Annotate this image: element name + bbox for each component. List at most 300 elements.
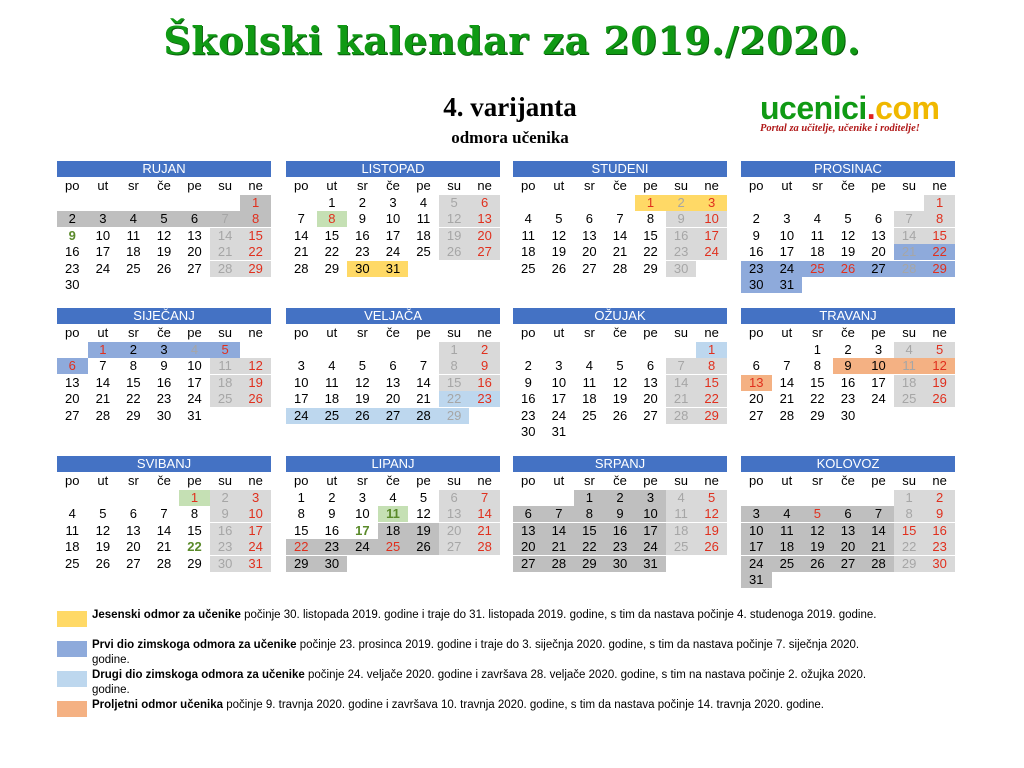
weekday-label: su bbox=[447, 325, 461, 340]
day-cell: 31 bbox=[378, 261, 409, 277]
weekday-label: su bbox=[218, 325, 232, 340]
day-cell: 8 bbox=[129, 358, 138, 373]
day-cell: 23 bbox=[210, 539, 241, 555]
day-cell: 14 bbox=[294, 227, 309, 243]
day-cell: 15 bbox=[643, 227, 658, 243]
empty-cell bbox=[347, 556, 378, 572]
day-cell: 22 bbox=[810, 391, 825, 406]
empty-cell bbox=[666, 342, 697, 358]
weekday-label: su bbox=[218, 178, 232, 193]
day-cell: 1 bbox=[328, 194, 336, 210]
day-cell: 21 bbox=[416, 391, 431, 406]
weekday-label: po bbox=[749, 325, 764, 340]
legend-swatch bbox=[57, 611, 87, 627]
day-cell: 21 bbox=[863, 539, 894, 555]
day-cell: 7 bbox=[297, 211, 305, 226]
day-cell: 12 bbox=[439, 211, 470, 227]
day-cell: 22 bbox=[286, 539, 317, 555]
site-logo[interactable] bbox=[760, 92, 960, 134]
day-cell: 8 bbox=[240, 211, 271, 227]
empty-cell bbox=[57, 490, 88, 506]
empty-cell bbox=[240, 277, 271, 293]
week-row bbox=[741, 211, 955, 227]
day-cell: 16 bbox=[749, 244, 764, 259]
day-cell: 5 bbox=[99, 506, 107, 521]
day-cell: 17 bbox=[355, 522, 370, 538]
day-cell: 13 bbox=[643, 374, 658, 390]
day-cell: 10 bbox=[240, 506, 271, 522]
week-row bbox=[513, 539, 727, 555]
month-header: LISTOPAD bbox=[286, 161, 500, 177]
empty-cell bbox=[772, 490, 803, 506]
day-cell: 29 bbox=[240, 261, 271, 277]
empty-cell bbox=[149, 490, 180, 506]
day-cell: 9 bbox=[666, 211, 697, 227]
week-row bbox=[286, 506, 500, 522]
legend-text bbox=[92, 668, 877, 698]
empty-cell bbox=[833, 277, 864, 293]
week-row bbox=[741, 228, 955, 244]
empty-cell bbox=[772, 195, 803, 211]
legend-description: počinje 24. veljače 2020. godine i završava 28. veljače 2020. godine, s tim na nastava počinje 2. ožujka 2020. godine. bbox=[92, 669, 867, 696]
weekday-label: če bbox=[613, 473, 627, 488]
day-cell: 31 bbox=[741, 572, 772, 588]
empty-cell bbox=[863, 195, 894, 211]
day-cell: 22 bbox=[894, 539, 925, 555]
day-cell: 25 bbox=[521, 260, 536, 276]
weekday-label: če bbox=[841, 473, 855, 488]
day-cell: 27 bbox=[126, 555, 141, 571]
day-cell: 10 bbox=[294, 374, 309, 390]
day-cell: 4 bbox=[813, 211, 822, 226]
empty-cell bbox=[88, 195, 119, 211]
weekday-label: su bbox=[447, 473, 461, 488]
day-cell: 20 bbox=[439, 523, 470, 539]
day-cell: 23 bbox=[65, 260, 80, 276]
day-cell: 15 bbox=[324, 227, 340, 243]
day-cell: 17 bbox=[240, 523, 271, 539]
empty-cell bbox=[240, 342, 271, 358]
day-cell: 1 bbox=[894, 490, 925, 506]
day-cell: 28 bbox=[612, 260, 628, 276]
day-cell: 27 bbox=[749, 407, 764, 423]
day-cell: 14 bbox=[210, 228, 241, 244]
day-cell: 15 bbox=[126, 374, 141, 390]
weekday-label: sr bbox=[811, 178, 823, 193]
day-cell: 3 bbox=[389, 194, 397, 210]
empty-cell bbox=[605, 195, 636, 211]
day-cell: 7 bbox=[210, 211, 241, 227]
weekday-label: su bbox=[674, 178, 688, 193]
day-cell: 8 bbox=[646, 211, 655, 226]
day-cell: 12 bbox=[156, 227, 172, 243]
legend-item bbox=[57, 668, 877, 698]
day-cell: 30 bbox=[156, 407, 172, 423]
day-cell: 23 bbox=[317, 539, 348, 555]
day-cell: 1 bbox=[696, 342, 727, 358]
month-header: OŽUJAK bbox=[513, 308, 727, 324]
day-cell: 2 bbox=[666, 195, 697, 211]
weekday-label: po bbox=[749, 473, 764, 488]
empty-cell bbox=[347, 342, 378, 358]
week-row bbox=[57, 391, 271, 407]
day-cell: 16 bbox=[666, 228, 697, 244]
day-cell: 11 bbox=[210, 358, 241, 374]
week-row bbox=[741, 244, 955, 260]
week-row bbox=[741, 506, 955, 522]
day-cell: 9 bbox=[833, 358, 864, 374]
day-cell: 26 bbox=[240, 391, 271, 407]
week-row bbox=[513, 375, 727, 391]
empty-cell bbox=[513, 490, 544, 506]
day-cell: 12 bbox=[612, 374, 628, 390]
day-cell: 30 bbox=[924, 556, 955, 572]
day-cell: 24 bbox=[772, 261, 803, 277]
month-header: STUDENI bbox=[513, 161, 727, 177]
empty-cell bbox=[741, 342, 772, 358]
day-cell: 19 bbox=[408, 523, 439, 539]
week-row bbox=[57, 506, 271, 522]
empty-cell bbox=[513, 342, 544, 358]
day-cell: 29 bbox=[810, 407, 825, 423]
page-title: Školski kalendar za 2019./2020. bbox=[163, 18, 861, 63]
day-cell: 27 bbox=[513, 556, 544, 572]
day-cell: 5 bbox=[149, 211, 180, 227]
day-cell: 19 bbox=[924, 375, 955, 391]
day-cell: 22 bbox=[574, 539, 605, 555]
day-cell: 29 bbox=[696, 408, 727, 424]
month-lipanj bbox=[286, 456, 500, 572]
weekday-label: sr bbox=[583, 325, 595, 340]
empty-cell bbox=[574, 424, 605, 440]
day-cell: 10 bbox=[635, 506, 666, 522]
week-row bbox=[741, 261, 955, 277]
day-cell: 15 bbox=[574, 523, 605, 539]
day-cell: 30 bbox=[347, 261, 378, 277]
day-cell: 12 bbox=[924, 358, 955, 374]
day-cell: 27 bbox=[65, 407, 80, 423]
weekday-row bbox=[57, 178, 271, 194]
weekday-label: ne bbox=[704, 325, 719, 340]
weekday-label: po bbox=[749, 178, 764, 193]
day-cell: 28 bbox=[863, 556, 894, 572]
day-cell: 16 bbox=[156, 374, 172, 390]
day-cell: 9 bbox=[605, 506, 636, 522]
month-header: VELJAČA bbox=[286, 308, 500, 324]
day-cell: 3 bbox=[783, 211, 791, 226]
day-cell: 23 bbox=[924, 539, 955, 555]
empty-cell bbox=[666, 424, 697, 440]
day-cell: 2 bbox=[752, 211, 760, 226]
day-cell: 26 bbox=[802, 556, 833, 572]
week-row bbox=[741, 539, 955, 555]
empty-cell bbox=[741, 490, 772, 506]
day-cell: 3 bbox=[696, 195, 727, 211]
day-cell: 12 bbox=[840, 227, 856, 243]
day-cell: 18 bbox=[65, 539, 80, 554]
month-ožujak bbox=[513, 308, 727, 441]
month-header: SVIBANJ bbox=[57, 456, 271, 472]
legend-label: Jesenski odmor za učenike bbox=[92, 609, 241, 621]
weekday-label: ut bbox=[326, 473, 338, 488]
empty-cell bbox=[240, 408, 271, 424]
day-cell: 26 bbox=[408, 539, 439, 555]
day-cell: 28 bbox=[544, 556, 575, 572]
day-cell: 14 bbox=[544, 523, 575, 539]
day-cell: 7 bbox=[783, 358, 791, 373]
day-cell: 11 bbox=[582, 374, 597, 390]
empty-cell bbox=[696, 556, 727, 572]
day-cell: 10 bbox=[696, 211, 727, 227]
empty-cell bbox=[894, 408, 925, 424]
day-cell: 25 bbox=[772, 556, 803, 572]
weekday-label: ne bbox=[932, 473, 947, 488]
month-header: SIJEČANJ bbox=[57, 308, 271, 324]
day-cell: 10 bbox=[779, 227, 795, 243]
month-header: TRAVANJ bbox=[741, 308, 955, 324]
weekday-row bbox=[741, 473, 955, 489]
day-cell: 10 bbox=[741, 523, 772, 539]
week-row bbox=[286, 261, 500, 277]
day-cell: 2 bbox=[328, 489, 336, 505]
day-cell: 27 bbox=[863, 261, 894, 277]
weekday-label: ne bbox=[704, 473, 719, 488]
day-cell: 22 bbox=[324, 244, 340, 259]
day-cell: 3 bbox=[874, 341, 883, 357]
day-cell: 5 bbox=[419, 489, 428, 505]
month-listopad bbox=[286, 161, 500, 277]
day-cell: 20 bbox=[513, 539, 544, 555]
day-cell: 12 bbox=[416, 506, 431, 521]
empty-cell bbox=[802, 195, 833, 211]
day-cell: 13 bbox=[65, 374, 80, 390]
empty-cell bbox=[772, 572, 803, 588]
day-cell: 10 bbox=[863, 358, 894, 374]
empty-cell bbox=[118, 277, 149, 293]
week-row bbox=[741, 572, 955, 588]
week-row bbox=[57, 539, 271, 555]
day-cell: 28 bbox=[156, 555, 172, 571]
weekday-label: pe bbox=[416, 178, 431, 193]
day-cell: 9 bbox=[924, 506, 955, 522]
day-cell: 26 bbox=[439, 244, 470, 260]
empty-cell bbox=[605, 424, 636, 440]
day-cell: 27 bbox=[187, 260, 202, 276]
day-cell: 24 bbox=[240, 539, 271, 555]
week-row bbox=[286, 228, 500, 244]
day-cell: 12 bbox=[240, 358, 271, 374]
day-cell: 11 bbox=[666, 506, 697, 522]
legend-item bbox=[57, 638, 877, 668]
day-cell: 23 bbox=[355, 244, 370, 259]
legend-text bbox=[92, 698, 877, 713]
day-cell: 21 bbox=[210, 244, 241, 260]
day-cell: 5 bbox=[210, 342, 241, 358]
day-cell: 6 bbox=[469, 195, 500, 211]
day-cell: 31 bbox=[240, 556, 271, 572]
day-cell: 24 bbox=[696, 244, 727, 260]
week-row bbox=[57, 490, 271, 506]
day-cell: 19 bbox=[612, 391, 628, 406]
day-cell: 5 bbox=[696, 490, 727, 506]
week-row bbox=[57, 523, 271, 539]
day-cell: 22 bbox=[126, 391, 141, 406]
day-cell: 16 bbox=[324, 522, 340, 538]
weekday-row bbox=[286, 325, 500, 341]
empty-cell bbox=[635, 342, 666, 358]
weekday-label: če bbox=[613, 178, 627, 193]
day-cell: 14 bbox=[156, 522, 172, 538]
day-cell: 8 bbox=[439, 358, 470, 374]
day-cell: 8 bbox=[574, 506, 605, 522]
day-cell: 15 bbox=[924, 228, 955, 244]
legend-label: Proljetni odmor učenika bbox=[92, 699, 223, 711]
day-cell: 7 bbox=[666, 358, 697, 374]
weekday-label: ut bbox=[553, 325, 565, 340]
empty-cell bbox=[924, 408, 955, 424]
week-row bbox=[286, 556, 500, 572]
day-cell: 4 bbox=[894, 342, 925, 358]
weekday-label: po bbox=[521, 325, 536, 340]
weekday-label: sr bbox=[356, 325, 368, 340]
variant-subtitle: odmora učenika bbox=[451, 128, 569, 147]
day-cell: 11 bbox=[65, 522, 80, 538]
week-row bbox=[286, 244, 500, 260]
weekday-label: če bbox=[841, 178, 855, 193]
week-row bbox=[513, 490, 727, 506]
empty-cell bbox=[408, 342, 439, 358]
day-cell: 13 bbox=[469, 211, 500, 227]
empty-cell bbox=[378, 556, 409, 572]
empty-cell bbox=[88, 277, 119, 293]
day-cell: 25 bbox=[582, 407, 597, 423]
day-cell: 13 bbox=[513, 523, 544, 539]
week-row bbox=[57, 408, 271, 424]
empty-cell bbox=[544, 490, 575, 506]
week-row bbox=[57, 211, 271, 227]
day-cell: 9 bbox=[469, 358, 500, 374]
day-cell: 15 bbox=[810, 374, 825, 390]
day-cell: 29 bbox=[894, 556, 925, 572]
day-cell: 28 bbox=[469, 539, 500, 555]
empty-cell bbox=[666, 556, 697, 572]
day-cell: 26 bbox=[551, 260, 567, 276]
day-cell: 15 bbox=[894, 523, 925, 539]
week-row bbox=[513, 556, 727, 572]
day-cell: 5 bbox=[802, 506, 833, 522]
weekday-label: su bbox=[674, 325, 688, 340]
day-cell: 2 bbox=[924, 490, 955, 506]
week-row bbox=[741, 375, 955, 391]
day-cell: 8 bbox=[297, 506, 305, 521]
day-cell: 27 bbox=[643, 407, 658, 423]
day-cell: 18 bbox=[210, 375, 241, 391]
week-row bbox=[57, 277, 271, 293]
day-cell: 4 bbox=[524, 211, 532, 226]
day-cell: 26 bbox=[156, 260, 172, 276]
empty-cell bbox=[118, 490, 149, 506]
week-row bbox=[513, 506, 727, 522]
day-cell: 6 bbox=[752, 358, 760, 373]
empty-cell bbox=[57, 195, 88, 211]
weekday-label: ut bbox=[781, 178, 793, 193]
weekday-label: če bbox=[157, 178, 171, 193]
empty-cell bbox=[439, 556, 470, 572]
day-cell: 9 bbox=[524, 374, 532, 390]
weekday-label: ne bbox=[477, 473, 492, 488]
empty-cell bbox=[57, 342, 88, 358]
day-cell: 19 bbox=[696, 523, 727, 539]
weekday-label: pe bbox=[643, 325, 658, 340]
legend-description: počinje 9. travnja 2020. godine i završava 10. travnja 2020. godine, s tim da nastava počinje 14. travnja 2020. godine. bbox=[223, 699, 824, 711]
day-cell: 18 bbox=[810, 244, 825, 259]
day-cell: 19 bbox=[156, 244, 172, 259]
day-cell: 29 bbox=[324, 260, 340, 276]
week-row bbox=[57, 556, 271, 572]
day-cell: 12 bbox=[802, 523, 833, 539]
day-cell: 21 bbox=[894, 244, 925, 260]
week-row bbox=[286, 523, 500, 539]
weekday-row bbox=[741, 325, 955, 341]
day-cell: 4 bbox=[328, 358, 336, 373]
day-cell: 21 bbox=[779, 391, 795, 406]
empty-cell bbox=[574, 342, 605, 358]
weekday-label: ne bbox=[248, 178, 263, 193]
day-cell: 2 bbox=[605, 490, 636, 506]
day-cell: 9 bbox=[68, 227, 76, 243]
weekday-label: če bbox=[613, 325, 627, 340]
weekday-label: ut bbox=[326, 178, 338, 193]
weekday-label: ut bbox=[97, 178, 109, 193]
day-cell: 11 bbox=[325, 374, 339, 390]
weekday-label: ne bbox=[248, 473, 263, 488]
day-cell: 5 bbox=[555, 211, 563, 226]
weekday-label: sr bbox=[356, 473, 368, 488]
day-cell: 21 bbox=[294, 244, 309, 259]
day-cell: 26 bbox=[924, 391, 955, 407]
month-header: SRPANJ bbox=[513, 456, 727, 472]
day-cell: 2 bbox=[118, 342, 149, 358]
day-cell: 1 bbox=[439, 342, 470, 358]
weekday-label: su bbox=[218, 473, 232, 488]
weekday-row bbox=[513, 178, 727, 194]
day-cell: 16 bbox=[840, 374, 856, 390]
day-cell: 18 bbox=[521, 244, 536, 259]
day-cell: 23 bbox=[666, 244, 697, 260]
week-row bbox=[513, 391, 727, 407]
day-cell: 26 bbox=[95, 555, 111, 571]
weekday-row bbox=[513, 473, 727, 489]
day-cell: 22 bbox=[240, 244, 271, 260]
day-cell: 7 bbox=[419, 358, 428, 373]
day-cell: 19 bbox=[95, 539, 111, 554]
day-cell: 20 bbox=[65, 391, 80, 406]
day-cell: 1 bbox=[635, 195, 666, 211]
day-cell: 30 bbox=[210, 556, 241, 572]
weekday-label: su bbox=[902, 473, 916, 488]
day-cell: 25 bbox=[802, 261, 833, 277]
week-row bbox=[513, 523, 727, 539]
week-row bbox=[286, 358, 500, 374]
day-cell: 14 bbox=[95, 374, 111, 390]
day-cell: 31 bbox=[551, 424, 567, 439]
weekday-label: ut bbox=[781, 325, 793, 340]
day-cell: 7 bbox=[894, 211, 925, 227]
day-cell: 22 bbox=[439, 391, 470, 407]
weekday-label: po bbox=[65, 473, 80, 488]
day-cell: 1 bbox=[813, 341, 822, 357]
week-row bbox=[513, 408, 727, 424]
